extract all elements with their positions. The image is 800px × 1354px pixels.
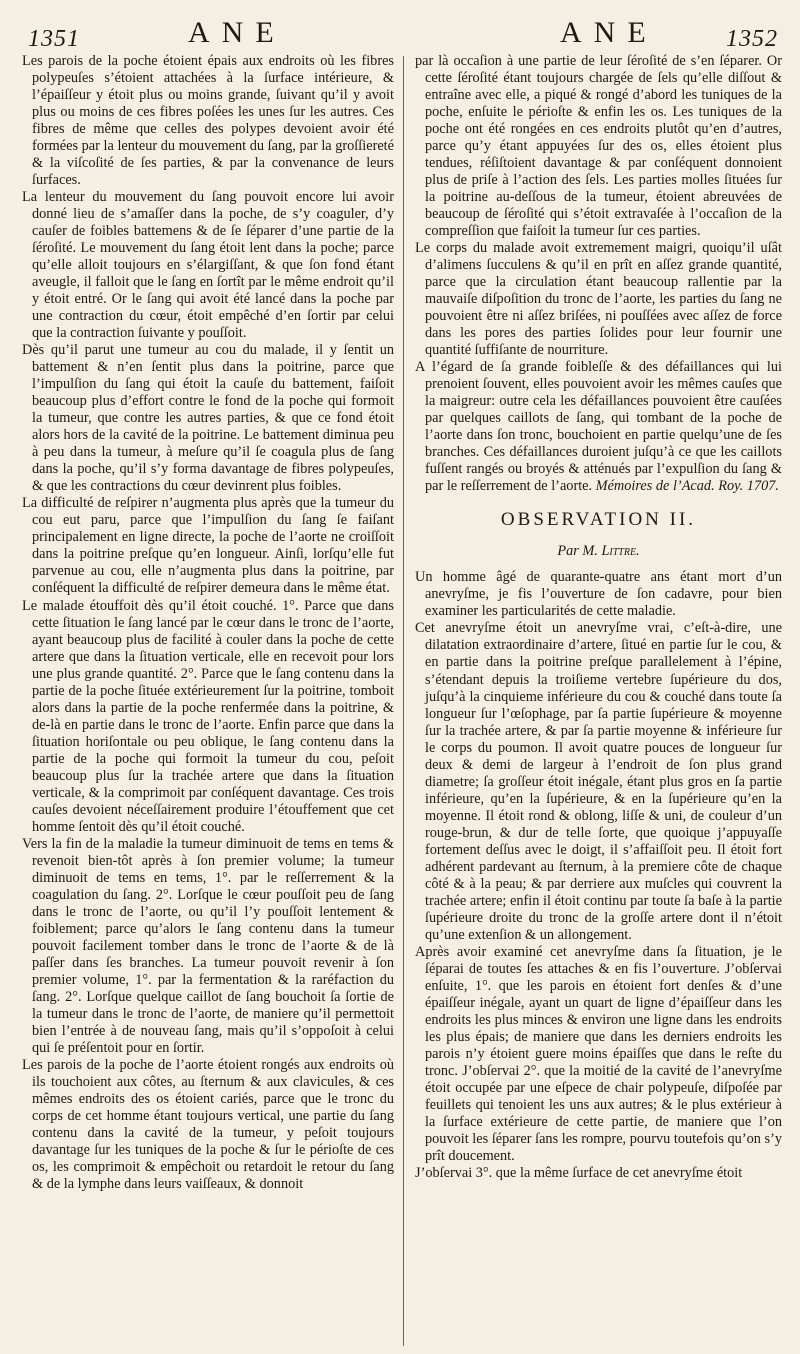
- column-divider: [403, 56, 404, 1346]
- paragraph: La lenteur du mouvement du ſang pouvoit encore lui avoir donné lieu de s’amaſſer dans la poche, de s’y coaguler, d’y cauſer de foibles battemens & de ſe ſéparer d’une partie de la ſéroſité. Le mouvement du ſang étoit lent dans la poche; parce qu’elle alloit toujours en s’élargiſſant, & que ſon fond étant aveugle, il falloit que le ſang en ſortît par le même endroit qu’il y étoit entré. Or le ſang qui avoit été lancé dans la poche par une contraction du cœur, étoit empêché d’en ſortir par celui que la contraction ſuivante y pouſſoit.: [22, 189, 394, 342]
- left-running-title: ANE: [188, 16, 286, 49]
- paragraph: Un homme âgé de quarante-quatre ans étant mort d’un anevryſme, je fis l’ouverture de ſon cadavre, pour bien examiner les particularités de cette maladie.: [415, 569, 782, 620]
- paragraph: Vers la fin de la maladie la tumeur diminuoit de tems en tems & revenoit bien-tôt après à ſon premier volume; la tumeur diminuoit de tems en tems, 1°. par le reſſerrement & la coagulation du ſang. 2°. Lorſque le cœur pouſſoit peu de ſang dans le tronc de l’aorte, ou qu’il l’y pouſſoit lentement & foiblement; parce qu’alors le ſang contenu dans la tumeur pouvoit facilement tomber dans le tronc de l’aorte & de là paſſer dans ſes branches. La tumeur pouvoit revenir à ſon premier volume, 1°. par la fermentation & la raréfaction du ſang. 2°. Lorſque quelque caillot de ſang bouchoit ſa ſortie de la tumeur dans le tronc de l’aorte, de maniere qu’il permettoit bien l’entrée à de nouveau ſang, mais qu’il s’oppoſoit à celui qui ſe préſentoit pour en ſortir.: [22, 835, 394, 1056]
- right-running-title: ANE: [560, 16, 658, 49]
- author-name: Littre.: [601, 543, 640, 560]
- paragraph: Le malade étouffoit dès qu’il étoit couché. 1°. Parce que dans cette ſituation le ſang lancé par le cœur dans le tronc de l’aorte, ayant beaucoup plus de facilité à couler dans la poche de cette artere que dans la ſituation verticale, elle en recevoit pour lors une plus grande quantité. 2°. Parce que le ſang contenu dans la partie de la poche ſituée extérieurement ſur la poitrine, tomboit alors dans la partie de la poche renfermée dans la poitrine, & de-là en partie dans le tronc de l’aorte. Enfin parce que dans la ſituation horiſontale ou peu oblique, le ſang contenu dans la partie de la poche qui formoit la tumeur du cou, peſoit beaucoup plus ſur la trachée artere que dans la ſituation verticale, & la comprimoit par conſéquent davantage. Ces trois cauſes devoient néceſſairement produire l’étouffement que cet homme ſentoit dès qu’il étoit couché.: [22, 597, 394, 835]
- paragraph-text: A l’égard de ſa grande foibleſſe & des défaillances qui lui prenoient ſouvent, elles pouvoient avoir les mêmes cauſes que la maigreur: outre cela les défaillances pouvoient être cauſées par quelques caillots de ſang, qui tombant de la poche de l’aorte dans ſon tronc, bouchoient en partie quelqu’une de ſes branches. Ces défaillances duroient juſqu’à ce que les caillots fuſſent rangés ou broyés & atténués par l’expulſion du ſang & par le reſſerrement de l’aorte.: [415, 359, 782, 495]
- paragraph: Les parois de la poche étoient épais aux endroits où les fibres polypeuſes s’étoient attachées à la ſurface intérieure, & l’épaiſſeur y étoit plus ou moins grande, ſuivant qu’il y avoit plus ou moins de ces fibres poſées les unes ſur les autres. Ces fibres de même que celles des polypes devoient avoir été formées par la lenteur du mouvement du ſang, par la groſſiereté & la viſcoſité de ſes parties, & par la convenance de leurs ſurfaces.: [22, 53, 394, 189]
- observation-author: [415, 541, 782, 561]
- page-header: [0, 0, 800, 50]
- paragraph-with-citation: [415, 359, 782, 495]
- paragraph: La difficulté de reſpirer n’augmenta plus après que la tumeur du cou eut paru, parce que l’impulſion du ſang ſe faiſant principalement en ligne directe, la poche de l’aorte ne croiſſoit dans la poitrine preſque qu’en longueur. Ainſi, lorſqu’elle fut parvenue au cou, elle n’augmenta plus dans la poitrine, par conſéquent la difficulté de reſpirer demeura dans le même état.: [22, 495, 394, 597]
- paragraph: Le corps du malade avoit extremement maigri, quoiqu’il uſât d’alimens ſucculens & qu’il en prît en aſſez grande quantité, parce que la circulation étant beaucoup rallentie par la mauvaiſe diſpoſition du tronc de l’aorte, les parties du ſang ne pouvoient être ni aſſez briſées, ni pouſſées avec aſſez de force dans les pores des parties ſolides pour leur fournir une quantité ſuffiſante de nourriture.: [415, 240, 782, 359]
- paragraph: par là occaſion à une partie de leur ſéroſité de s’en ſéparer. Or cette ſéroſité étant toujours chargée de ſels qu’elle diſſout & entraîne avec elle, a piqué & rongé d’abord les tuniques de la poche, enſuite le périoſte & enfin les os. Les tuniques de la poche ont été rongées en ces endroits plutôt qu’en d’autres, parce qu’y étant appuyées ſur des os, elles étoient plus tendues, réſiſtoient davantage & par conſéquent donnoient plus de priſe à l’action des ſels. Les parties molles ſituées ſur la poitrine au-deſſous de la tumeur, étoient abreuvées de beaucoup de ſéroſité qui s’étoit extravaſée à l’occaſion de la compreſſion que faiſoit la tumeur ſur ces parties.: [415, 53, 782, 240]
- paragraph: J’obſervai 3°. que la même ſurface de cet anevryſme étoit: [415, 1164, 743, 1181]
- paragraph: Dès qu’il parut une tumeur au cou du malade, il y ſentit un battement & n’en ſentit plus dans la poitrine, parce que l’impulſion du ſang qui étoit la cauſe du battement, faiſoit beaucoup plus d’effort contre le fond de la poche qui formoit la tumeur, que contre les autres parties, & que ce fond étoit alors hors de la cavité de la poitrine. Le battement diminua peu à peu dans la tumeur, à meſure qu’il ſe coagula plus de ſang dans la poche, qu’il s’y forma davantage de fibres polypeuſes, & que les contractions du cœur devinrent plus foibles.: [22, 342, 394, 495]
- observation-heading: OBSERVATION II.: [500, 509, 697, 531]
- paragraph: Après avoir examiné cet anevryſme dans ſa ſituation, je le ſéparai de toutes ſes attaches & en fis l’ouverture. J’obſervai enſuite, 1°. que les parois en étoient fort denſes & d’une épaiſſeur inégale, ayant un quart de ligne d’épaiſſeur dans les endroits les plus minces & environ une ligne dans les endroits les plus épais; de maniere que dans les derniers endroits les parois n’y étoient guere moins épaiſſes que dans le reſte du tronc. J’obſervai 2°. que la moitié de la cavité de l’anevryſme étoit occupée par une eſpece de chair polypeuſe, diſpoſée par feuillets qui tenoient les uns aux autres; & le plus extérieur à la ſurface extérieure de cette partie, de maniere que l’on pouvoit les ſéparer ſans les rompre, pourvu toutefois qu’on s’y prît doucement.: [415, 943, 782, 1164]
- left-column: [22, 53, 394, 1193]
- author-prefix: Par M.: [557, 543, 602, 560]
- paragraph: Les parois de la poche de l’aorte étoient rongés aux endroits où ils touchoient aux côtes, au ſternum & aux clavicules, & ces mêmes endroits des os étoient cariés, parce que le tronc du corps de cet homme étant toujours vertical, une partie du ſang contenu dans la cavité de la tumeur, y peſoit toujours davantage ſur les tuniques de la poche & ſur le périoſte de ces os, les comprimoit & empêchoit ou retardoit le retour du ſang & de la lymphe dans leurs vaiſſeaux, & donnoit: [22, 1056, 394, 1193]
- source-citation: Mémoires de l’Acad. Roy. 1707.: [595, 478, 779, 495]
- paragraph: Cet anevryſme étoit un anevryſme vrai, c’eſt-à-dire, une dilatation extraordinaire d’artere, ſitué en partie ſur le cou, & en partie dans la poitrine preſque parallelement à l’épine, s’étendant depuis la troiſieme vertebre ſupérieure du dos, juſqu’à la cinquieme inférieure du cou & couché dans toute ſa longueur ſur l’œſophage, par ſa partie ſupérieure & moyenne ſur la trachée artere, & par ſa partie moyenne & inférieure ſur le corps du poumon. Il avoit quatre pouces de longueur ſur deux & demi de largeur à l’endroit de ſon plus grand diametre; ſa groſſeur étoit inégale, étant plus gros en ſa partie inférieure, qu’en la ſupérieure, & en la ſupérieure qu’en la moyenne. Il étoit rond & oblong, liſſe & uni, de couleur d’un rouge-brun, & dur de telle ſorte, que quoique j’appuyaſſe fortement deſſus avec le doigt, il s’affaiſſoit peu. Il étoit fort adhérent pardevant au ſternum, à la premiere côte de chaque côté & à la peau; & par derriere aux muſcles qui couvrent la trachée artere; enfin il étoit continu par toute ſa baſe à la partie ſupérieure droite du tronc de la groſſe artere dont il n’étoit qu’une extenſion & un allongement.: [415, 620, 782, 943]
- right-column: [415, 53, 782, 1182]
- right-page-number: 1352: [726, 26, 778, 52]
- left-page-number: 1351: [28, 26, 80, 52]
